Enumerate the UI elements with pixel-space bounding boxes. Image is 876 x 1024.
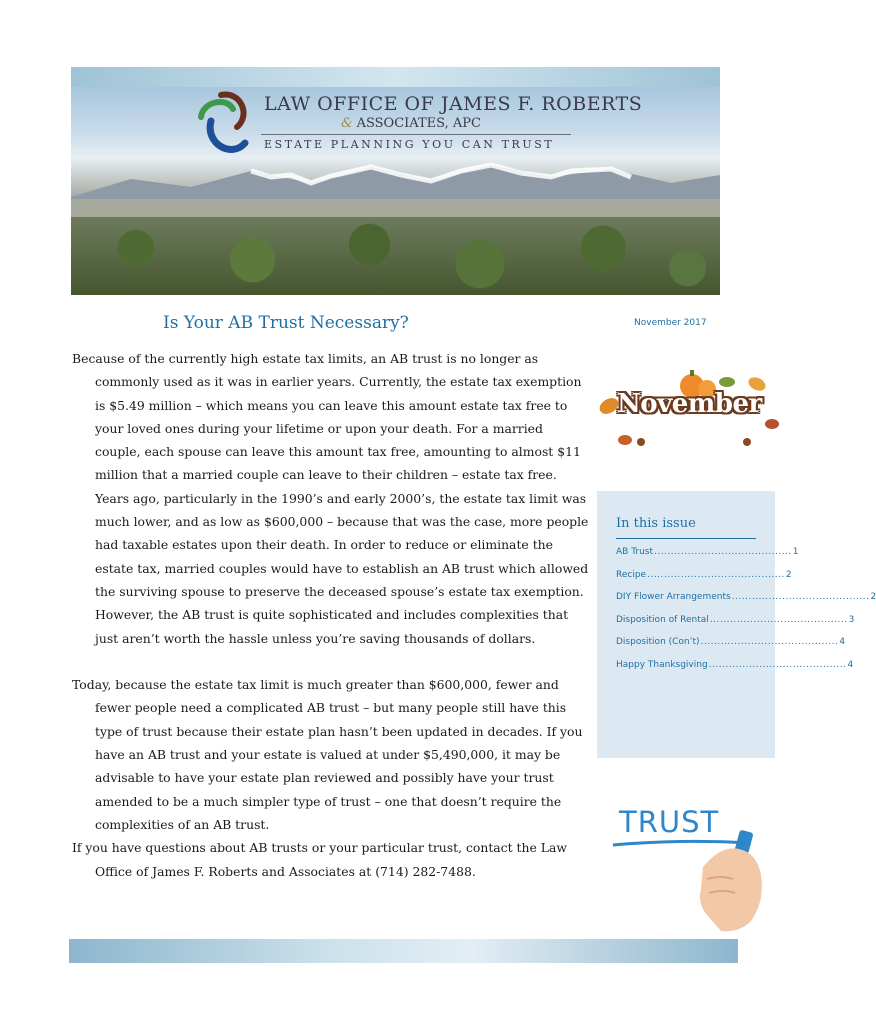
in-this-issue-sidebar	[597, 491, 876, 758]
firm-tagline: ESTATE PLANNING YOU CAN TRUST	[264, 138, 555, 151]
toc-item-page: 2	[785, 569, 792, 580]
november-graphic	[597, 362, 780, 454]
footer-strip	[69, 939, 738, 963]
toc-item-label: Happy Thanksgiving	[616, 659, 708, 670]
firm-divider	[261, 134, 571, 135]
firm-logo-icon	[181, 87, 261, 167]
table-of-contents	[616, 547, 876, 682]
trust-word: TRUST	[619, 805, 720, 839]
mountain-range	[71, 157, 720, 217]
toc-item-label: Disposition (Con’t)	[616, 637, 700, 647]
issue-date: November 2017	[634, 318, 707, 328]
toc-item-disposition-cont[interactable]: Disposition (Con’t) ......................................... 4	[616, 637, 846, 647]
toc-item-label: AB Trust	[616, 547, 653, 557]
toc-item-label: Recipe	[616, 569, 647, 580]
trust-image	[611, 805, 771, 933]
toc-item-page: 4	[839, 637, 846, 647]
header-banner	[71, 87, 720, 295]
sidebar-divider	[616, 538, 756, 539]
tree-line	[71, 217, 720, 295]
toc-item-label: DIY Flower Arrangements	[616, 592, 731, 602]
header-top-strip	[71, 67, 720, 87]
toc-item-label: Disposition of Rental	[616, 614, 709, 625]
article-paragraph: If you have questions about AB trusts or your particular trust, contact the Law Office of James F. Roberts and Associates at (714) 282-7488.	[72, 840, 567, 879]
article-title: Is Your AB Trust Necessary?	[163, 313, 409, 333]
toc-item-page: 4	[847, 659, 854, 670]
toc-item-diy-flower-arrangements[interactable]: DIY Flower Arrangements ......................................... 2	[616, 592, 876, 602]
toc-item-ab-trust[interactable]: AB Trust ......................................... 1	[616, 547, 799, 557]
toc-item-disposition-of-rental[interactable]: Disposition of Rental ......................................... 3	[616, 614, 855, 625]
firm-name: LAW OFFICE OF JAMES F. ROBERTS	[264, 93, 643, 115]
toc-item-page: 3	[848, 614, 855, 625]
toc-item-recipe[interactable]: Recipe ......................................... 2	[616, 569, 792, 580]
article-body	[72, 347, 590, 883]
toc-item-page: 1	[792, 547, 799, 557]
toc-item-page: 2	[870, 592, 876, 602]
article-paragraph: Today, because the estate tax limit is much greater than $600,000, fewer and fewer people need a complicated AB trust – but many people still have this type of trust because their estate plan hasn’t been updated in decades. If you have an AB trust and your estate is valued at under $5,490,000, it may be advisable to have your estate plan reviewed and possibly have your trust amended to be a much simpler type of trust – one that doesn’t require the complexities of an AB trust.	[72, 677, 583, 832]
article-paragraph: Because of the currently high estate tax limits, an AB trust is no longer as commonly used as it was in earlier years. Currently, the estate tax exemption is $5.49 million – which means you can leave this amount estate tax free to your loved ones during your lifetime or upon your death. For a married couple, each spouse can leave this amount tax free, amounting to almost $11 million that a married couple can leave to their children – estate tax free. Years ago, particularly in the 1990’s and early 2000’s, the estate tax limit was much lower, and as low as $600,000 – because that was the case, more people had taxable estates upon their death. In order to reduce or eliminate the estate tax, married couples would have to establish an AB trust which allowed the surviving spouse to preserve the deceased spouse’s estate tax exemption. However, the AB trust is quite sophisticated and includes complexities that just aren’t worth the hassle unless you’re saving thousands of dollars.	[72, 351, 589, 646]
november-word: November	[617, 389, 762, 419]
firm-subtitle	[341, 116, 481, 131]
firm-subtitle-text: ASSOCIATES, APC	[356, 116, 481, 131]
toc-item-happy-thanksgiving[interactable]: Happy Thanksgiving ......................................... 4	[616, 659, 854, 670]
sidebar-title: In this issue	[616, 516, 696, 531]
firm-subtitle-ampersand: &	[341, 116, 353, 131]
